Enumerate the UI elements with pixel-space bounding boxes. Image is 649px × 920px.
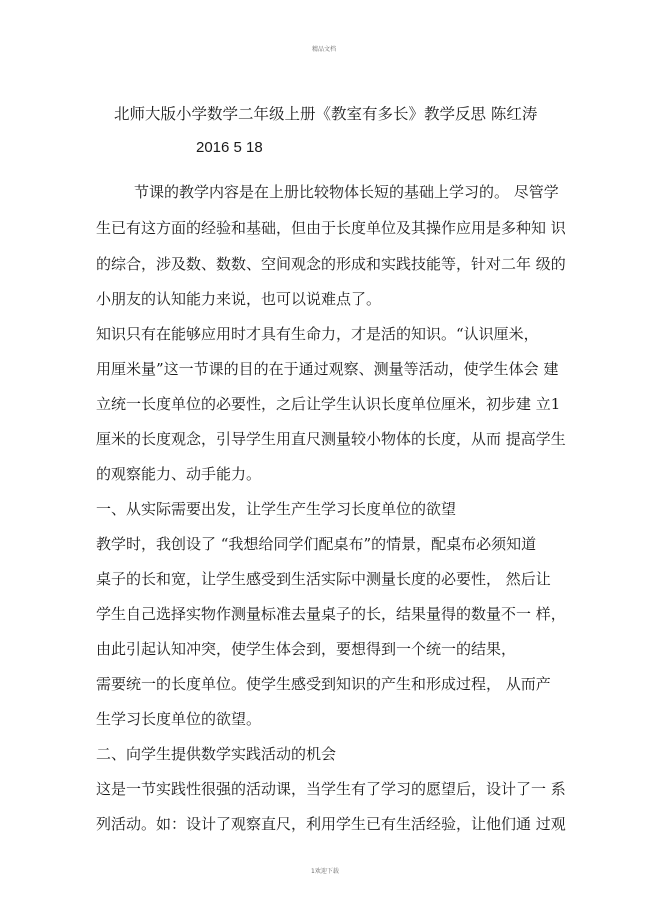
- paragraph-line-2: 生已有这方面的经验和基础，但由于长度单位及其操作应用是多种知 识: [96, 219, 566, 237]
- footer-watermark: 1欢迎下载: [311, 868, 339, 875]
- paragraph-line-15: 需要统一的长度单位。使学生感受到知识的产生和形成过程， 从而产: [96, 675, 551, 693]
- paragraph-line-3: 的综合，涉及数、数数、空间观念的形成和实践技能等，针对二年 级的: [96, 255, 566, 273]
- document-date: 2016 5 18: [196, 139, 263, 156]
- section-heading-1: 一、从实际需要出发，让学生产生学习长度单位的欲望: [96, 500, 457, 518]
- paragraph-line-12: 桌子的长和宽，让学生感受到生活实际中测量长度的必要性， 然后让: [96, 570, 551, 588]
- paragraph-line-4: 小朋友的认知能力来说，也可以说难点了。: [96, 290, 382, 308]
- paragraph-line-6: 用厘米量”这一节课的目的在于通过观察、测量等活动，使学生体会 建: [96, 360, 559, 378]
- paragraph-line-14: 由此引起认知冲突，使学生体会到，要想得到一个统一的结果，: [96, 640, 517, 658]
- paragraph-line-8: 厘米的长度观念，引导学生用直尺测量较小物体的长度，从而 提高学生: [96, 430, 566, 448]
- paragraph-line-13: 学生自己选择实物作测量标准去量桌子的长，结果量得的数量不一 样，: [96, 605, 566, 623]
- paragraph-line-19: 列活动。如：设计了观察直尺，利用学生已有生活经验，让他们通 过观: [96, 815, 566, 833]
- section-heading-2: 二、向学生提供数学实践活动的机会: [96, 745, 337, 763]
- paragraph-line-1: 节课的教学内容是在上册比较物体长短的基础上学习的。 尽管学: [134, 183, 559, 201]
- paragraph-line-7: 立统一长度单位的必要性，之后让学生认识长度单位厘米，初步建 立1: [96, 395, 561, 413]
- paragraph-line-9: 的观察能力、动手能力。: [96, 465, 262, 483]
- paragraph-line-5: 知识只有在能够应用时才具有生命力，才是活的知识。“认识厘米，: [96, 325, 539, 343]
- document-title: 北师大版小学数学二年级上册《教室有多长》教学反思 陈红涛: [114, 105, 538, 123]
- header-watermark: 精品文档: [312, 46, 337, 53]
- paragraph-line-16: 生学习长度单位的欲望。: [96, 710, 262, 728]
- paragraph-line-11: 教学时，我创设了 “我想给同学们配桌布”的情景，配桌布必须知道: [96, 535, 537, 553]
- paragraph-line-18: 这是一节实践性很强的活动课，当学生有了学习的愿望后，设计了一 系: [96, 780, 566, 798]
